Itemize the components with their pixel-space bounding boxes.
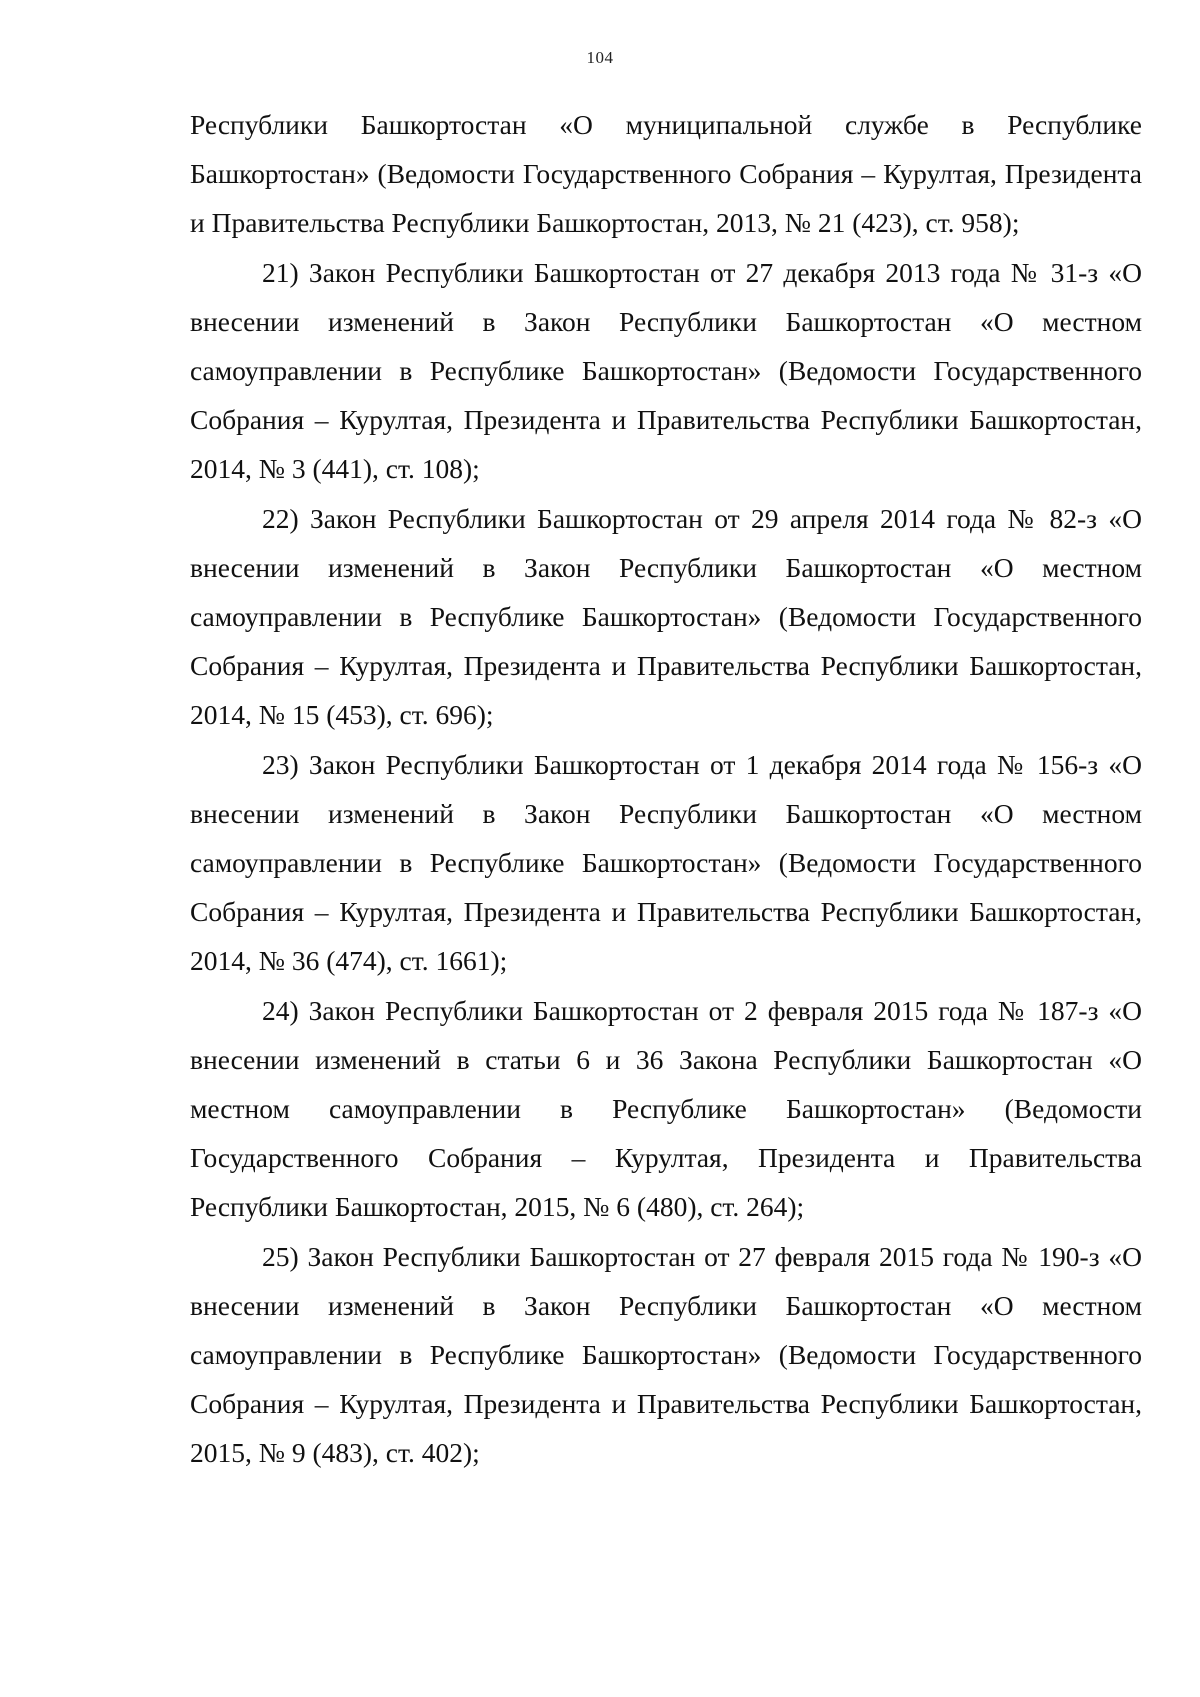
list-item-22: 22) Закон Республики Башкортостан от 29 апреля 2014 года № 82-з «О внесении изменений в Закон Республики Башкортостан «О местном самоуправлении в Республике Башкортостан» (Ведомости Государственного Собрания – Курултая, Президента и Правительства Республики Башкортостан, 2014, № 15 (453), ст. 696); [190,502,1142,731]
document-body [190,100,1142,1478]
list-item-25: 25) Закон Республики Башкортостан от 27 февраля 2015 года № 190-з «О внесении изменений в Закон Республики Башкортостан «О местном самоуправлении в Республике Башкортостан» (Ведомости Государственного Собрания – Курултая, Президента и Правительства Республики Башкортостан, 2015, № 9 (483), ст. 402); [190,1240,1142,1469]
page-number: 104 [586,48,614,67]
list-item-21: 21) Закон Республики Башкортостан от 27 декабря 2013 года № 31-з «О внесении изменений в Закон Республики Башкортостан «О местном самоуправлении в Республике Башкортостан» (Ведомости Государственного Собрания – Курултая, Президента и Правительства Республики Башкортостан, 2014, № 3 (441), ст. 108); [190,256,1142,485]
list-item-23: 23) Закон Республики Башкортостан от 1 декабря 2014 года № 156-з «О внесении изменений в Закон Республики Башкортостан «О местном самоуправлении в Республике Башкортостан» (Ведомости Государственного Собрания – Курултая, Президента и Правительства Республики Башкортостан, 2014, № 36 (474), ст. 1661); [190,748,1142,977]
list-item-24: 24) Закон Республики Башкортостан от 2 февраля 2015 года № 187-з «О внесении изменений в статьи 6 и 36 Закона Республики Башкортостан «О местном самоуправлении в Республике Башкортостан» (Ведомости Государственного Собрания – Курултая, Президента и Правительства Республики Башкортостан, 2015, № 6 (480), ст. 264); [190,994,1142,1223]
paragraph-continuation: Республики Башкортостан «О муниципальной службе в Республике Башкортостан» (Ведомости Государственного Собрания – Курултая, Президента и Правительства Республики Башкортостан, 2013, № 21 (423), ст. 958); [190,109,1142,239]
